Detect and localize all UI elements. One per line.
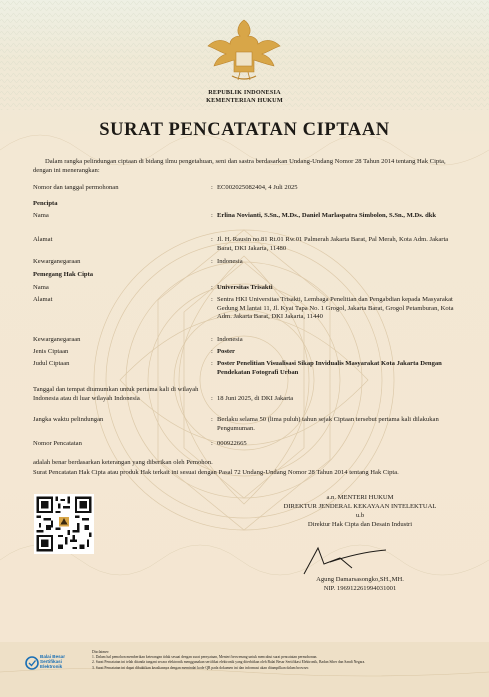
field-label: Kewarganegaraan [33, 258, 81, 265]
bsre-line3: Elektronik [40, 664, 63, 670]
disclaimer-item: 3. Surat Pencatatan ini dapat dibuktikan keasliannya dengan memindai kode QR pada dokumen ini dan informasi akan ditampilkan dalam browser. [92, 665, 309, 670]
disclaimer-item: 2. Surat Pencatatan ini telah ditanda tangani secara elektronik menggunakan sertifikat elektronik yang diterbitkan oleh Balai Besar Sertifikasi Elektronik, Badan Siber dan Sandi Negara. [92, 660, 366, 665]
intro-text: Dalam rangka pelindungan ciptaan di bidang ilmu pengetahuan, seni dan sastra berdasarkan Undang-Undang Nomor 28 Tahun 2014 tentang Hak Cipta, dengan ini menerangkan: [33, 158, 446, 174]
field-value: EC002025082404, 4 Juli 2025 [217, 184, 298, 191]
signature-scribble [300, 538, 390, 578]
signatory-nip: NIP. 196912261994031001 [323, 585, 397, 592]
field-label: Alamat [33, 296, 53, 303]
disclaimer-item: 1. Dalam hal pemohon memberikan keterangan tidak sesuai dengan surat pernyataan, Menteri berwenang untuk mencabut surat pencatatan permohonan. [92, 655, 318, 660]
disclaimer [92, 650, 472, 671]
field-label: Jangka waktu pelindungan [33, 416, 104, 423]
field-colon: : [211, 360, 213, 367]
field-value: Jl. H. Rausin no.81 Rt.01 Rw.01 Palmerah Jakarta Barat, Pal Merah, Kota Adm. Jakarta Barat, DKI Jakarta, 11480 [217, 236, 449, 252]
field-colon: : [211, 184, 213, 191]
field-colon: : [211, 336, 213, 343]
field-value: Indonesia [217, 258, 243, 265]
field-value: Poster Penelitian Visualisasi Sikap Invidualis Masyarakat Kota Jakarta Dengan Pendekatan Fotografi Urban [217, 360, 442, 376]
field-colon: : [211, 212, 213, 219]
section-pencipta: Pencipta [33, 200, 58, 207]
closing-statement: adalah benar berdasarkan keterangan yang diberikan oleh Pemohon. [33, 459, 213, 466]
bsre-line1: Balai Besar [40, 654, 66, 659]
field-label: Judul Ciptaan [33, 360, 70, 367]
field-value: Poster [217, 348, 235, 355]
field-label: Jenis Ciptaan [33, 348, 69, 355]
field-label: Alamat [33, 236, 53, 243]
field-value: 000922665 [217, 440, 247, 447]
header-ministry: KEMENTERIAN HUKUM [206, 97, 283, 104]
field-colon: : [211, 440, 213, 447]
field-label: Nomor Pencatatan [33, 440, 82, 447]
qr-code [34, 494, 94, 554]
field-colon: : [211, 236, 213, 243]
field-colon: : [211, 258, 213, 265]
field-colon: : [211, 284, 213, 291]
field-value: Indonesia [217, 336, 243, 343]
field-value: Berlaku selama 50 (lima puluh) tahun sejak Ciptaan tersebut pertama kali dilakukan Pengumuman. [217, 416, 439, 432]
section-pemegang: Pemegang Hak Cipta [33, 271, 94, 278]
header-republic: REPUBLIK INDONESIA [208, 89, 281, 96]
page-title: SURAT PENCATATAN CIPTAAN [99, 120, 390, 140]
disclaimer-title: Disclaimer: [92, 650, 110, 654]
field-label: Nomor dan tanggal permohonan [33, 184, 119, 191]
closing-legal-basis: Surat Pencatatan Hak Cipta atau produk Hak terkait ini sesuai dengan Pasal 72 Undang-Undang Nomor 28 Tahun 2014 tentang Hak Cipta. [33, 469, 399, 476]
sign-ub: u.b [355, 512, 365, 519]
field-colon: : [211, 395, 213, 402]
sign-on-behalf: a.n. MENTERI HUKUM [326, 494, 394, 501]
sign-director: Direktur Hak Cipta dan Desain Industri [307, 521, 413, 528]
field-label: Nama [33, 212, 49, 219]
bsre-line2: Sertifikasi [40, 659, 62, 665]
sign-director-general: DIREKTUR JENDERAL KEKAYAAN INTELEKTUAL [283, 503, 437, 510]
field-colon: : [211, 296, 213, 303]
bsre-label [40, 654, 65, 670]
field-colon: : [211, 416, 213, 423]
field-value: Sentra HKI Universitas Trisakti, Lembaga Penelitian dan Pengabdian kepada Masyarakat Gedung M lantai 11, Jl. Kyai Tapa No. 1 Grogol, Jakarta Barat, Grogol Petamburan, Kota Adm. Jakarta Barat, DKI Jakarta, 11440 [217, 296, 454, 321]
field-colon: : [211, 348, 213, 355]
field-value: 18 Juni 2025, di DKI Jakarta [217, 395, 294, 402]
field-label: Kewarganegaraan [33, 336, 81, 343]
field-label: Nama [33, 284, 49, 291]
field-value: Erlina Novianti, S.Sn., M.Ds., Daniel Marlaspatra Simbolon, S.Sn., M.Ds. dkk [217, 212, 437, 219]
field-value: Universitas Trisakti [217, 284, 273, 291]
signatory-name: Agung Damarsasongko,SH.,MH. [316, 576, 404, 583]
field-label: Tanggal dan tempat diumumkan untuk pertama kali di wilayah Indonesia atau di luar wilayah Indonesia [33, 386, 199, 402]
